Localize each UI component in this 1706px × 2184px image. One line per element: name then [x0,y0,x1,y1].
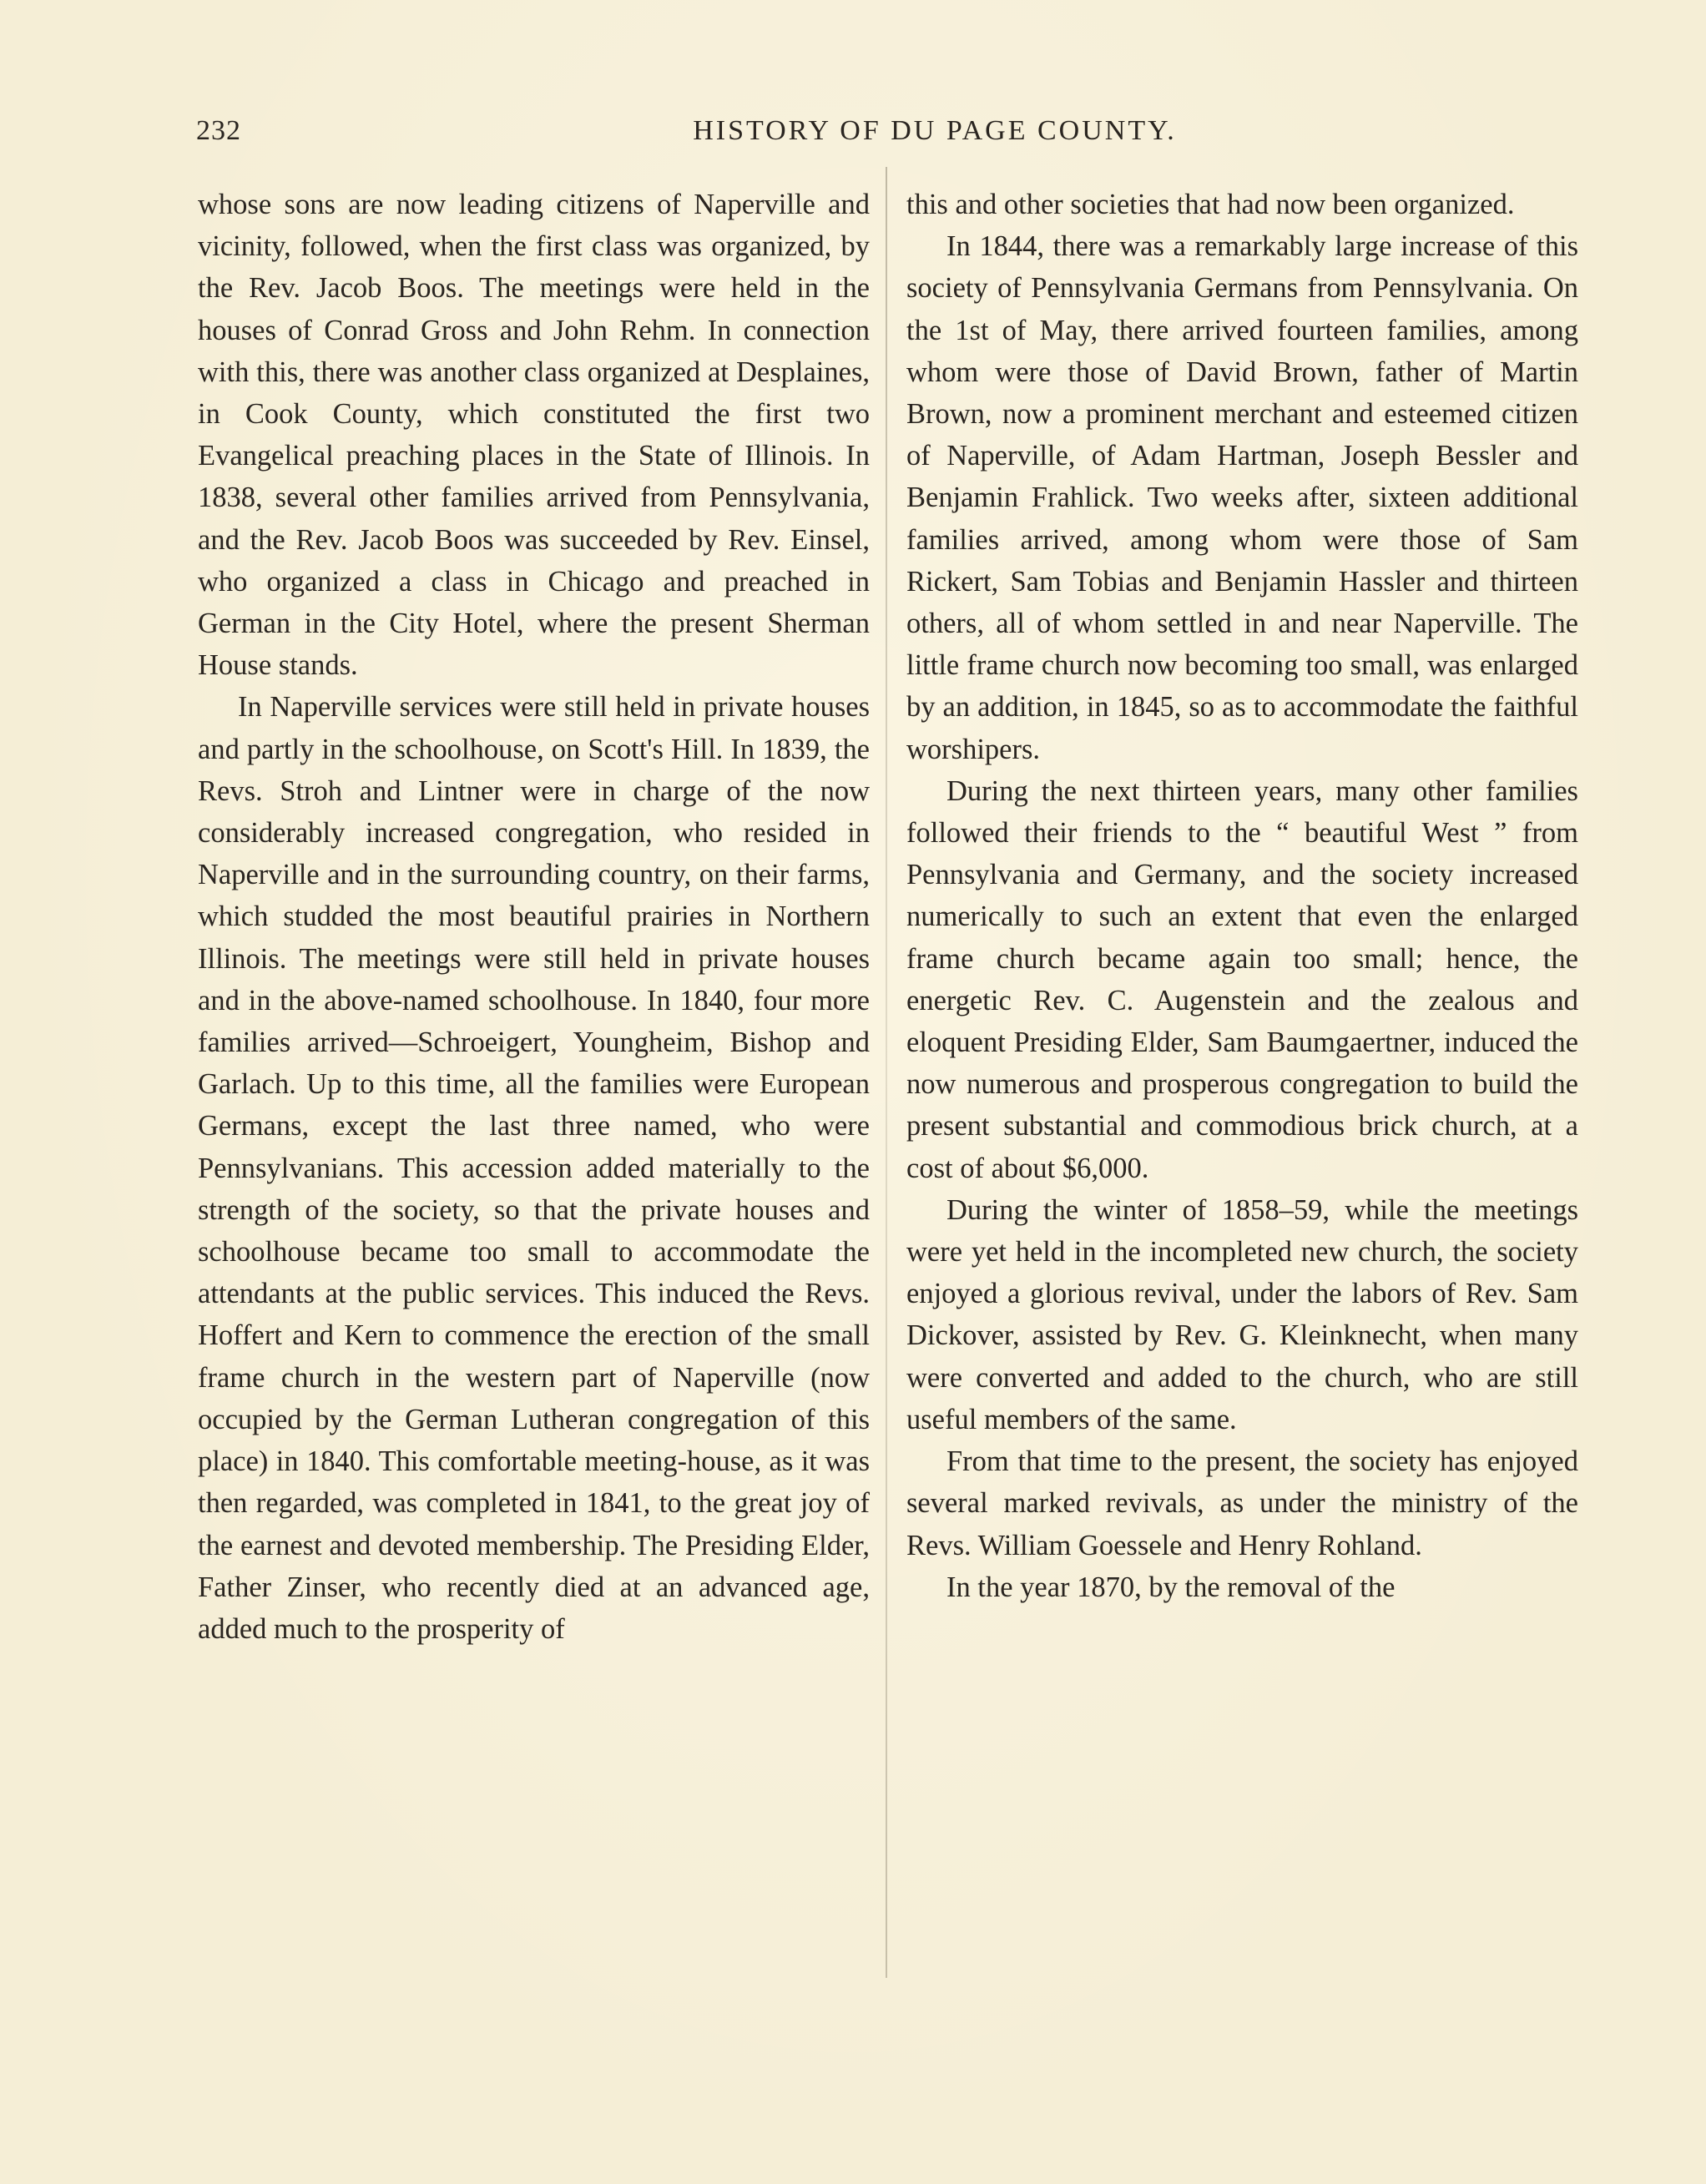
right-paragraph-2: In 1844, there was a remarkably large increase of this society of Pennsylvania Germans from Pennsylvania. On the 1st of May, there arrived fourteen families, among whom were those of David Brown, father of Martin Brown, now a prominent merchant and esteemed citizen of Naperville, of Adam Hartman, Joseph Bessler and Benjamin Frahlick. Two weeks after, sixteen additional families arrived, among whom were those of Sam Rickert, Sam Tobias and Benjamin Hassler and thirteen others, all of whom settled in and near Naperville. The little frame church now becoming too small, was enlarged by an addition, in 1845, so as to accommodate the faithful worshipers. [906,230,1578,765]
right-paragraph-5: From that time to the present, the society has enjoyed several marked revivals, as under the ministry of the Revs. William Goessele and Henry Rohland. [906,1445,1578,1561]
running-head [196,115,1573,157]
right-column [906,184,1578,1608]
left-paragraph-2: In Naperville services were still held in private houses and partly in the schoolhouse, on Scott's Hill. In 1839, the Revs. Stroh and Lintner were in charge of the now considerably increased congregation, who resided in Naperville and in the surrounding country, on their farms, which studded the most beautiful prairies in Northern Illinois. The meetings were still held in private houses and in the above-named schoolhouse. In 1840, four more families arrived—Schroeigert, Youngheim, Bishop and Garlach. Up to this time, all the families were European Germans, except the last three named, who were Pennsylvanians. This accession added materially to the strength of the society, so that the private houses and schoolhouse became too small to accommodate the attendants at the public services. This induced the Revs. Hoffert and Kern to commence the erection of the small frame church in the western part of Naperville (now occupied by the German Lutheran congregation of this place) in 1840. This comfortable meeting-house, as it was then regarded, was completed in 1841, to the great joy of the earnest and devoted membership. The Presiding Elder, Father Zinser, who recently died at an advanced age, added much to the prosperity of [198,691,870,1645]
page-number: 232 [196,115,241,146]
right-paragraph-6: In the year 1870, by the removal of the [946,1571,1396,1603]
left-column [198,184,870,1650]
running-title: HISTORY OF DU PAGE COUNTY. [693,115,1177,146]
column-divider [886,167,887,1978]
right-paragraph-4: During the winter of 1858–59, while the meetings were yet held in the incompleted new church, the society enjoyed a glorious revival, under the labors of Rev. Sam Dickover, assisted by Rev. G. Kleinknecht, when many were converted and added to the church, who are still useful members of the same. [906,1193,1578,1435]
right-paragraph-1: this and other societies that had now been organized. [906,189,1515,220]
left-paragraph-1: whose sons are now leading citizens of Naperville and vicinity, followed, when the first class was organized, by the Rev. Jacob Boos. The meetings were held in the houses of Conrad Gross and John Rehm. In connection with this, there was another class organized at Desplaines, in Cook County, which constituted the first two Evangelical preaching places in the State of Illinois. In 1838, several other families arrived from Pennsylvania, and the Rev. Jacob Boos was succeeded by Rev. Einsel, who organized a class in Chicago and preached in German in the City Hotel, where the present Sherman House stands. [198,189,870,682]
right-paragraph-3: During the next thirteen years, many other families followed their friends to the “ beautiful West ” from Pennsylvania and Germany, and the society increased numerically to such an extent that even the enlarged frame church became again too small; hence, the energetic Rev. C. Augenstein and the zealous and eloquent Presiding Elder, Sam Baumgaertner, induced the now numerous and prosperous congregation to build the present substantial and commodious brick church, at a cost of about $6,000. [906,774,1578,1184]
